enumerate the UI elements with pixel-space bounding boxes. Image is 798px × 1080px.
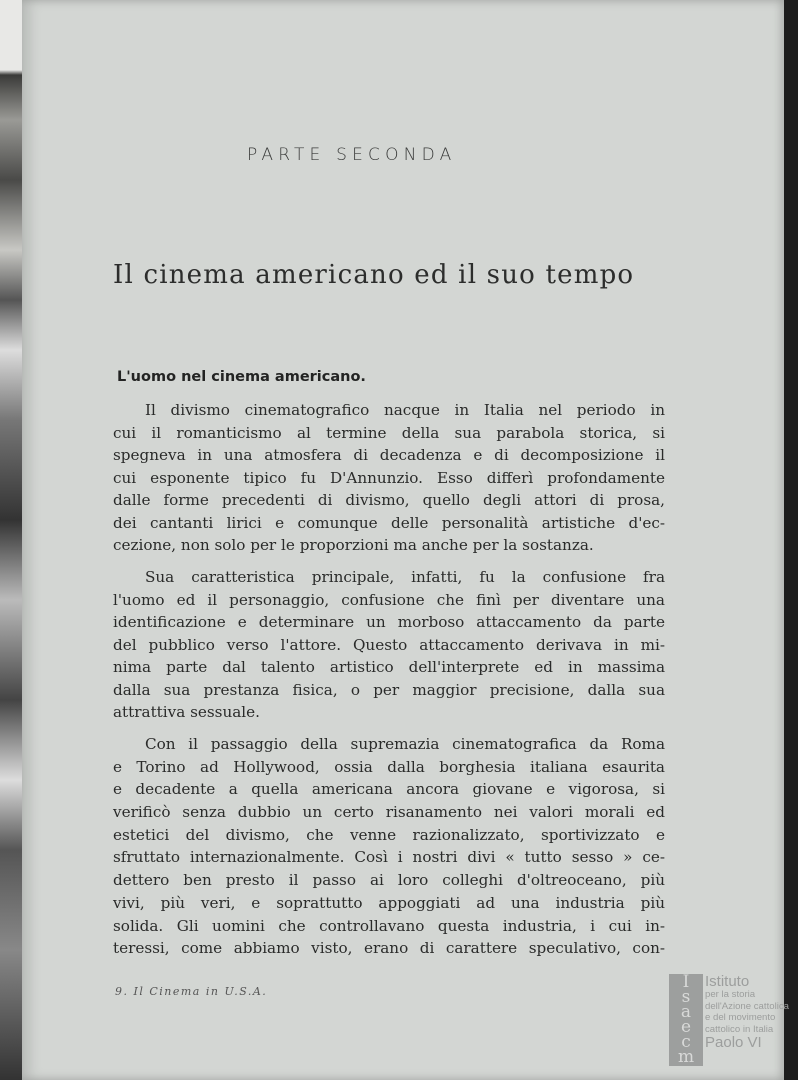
text-line: dalle forme precedenti di divismo, quello degli attori di prosa, — [113, 491, 665, 509]
institute-watermark-logo — [669, 972, 789, 1067]
text-line: estetici del divismo, che venne razionalizzato, sportivizzato e — [113, 825, 665, 844]
text-line: identificazione e determinare un morboso attaccamento da parte — [113, 613, 665, 631]
text-line: solida. Gli uomini che controllavano questa industria, i cui in- — [113, 916, 665, 935]
logo-text-line: cattolico in Italia — [705, 1023, 774, 1035]
chapter-title: Il cinema americano ed il suo tempo — [113, 260, 635, 290]
text-line: teressi, come abbiamo visto, erano di carattere speculativo, con- — [113, 939, 665, 957]
part-label: PARTE SECONDA — [247, 145, 457, 165]
text-line: attrattiva sessuale. — [113, 703, 260, 721]
text-line: dei cantanti lirici e comunque delle personalità artistiche d'ec- — [113, 513, 665, 532]
logo-text-line: Istituto — [705, 973, 750, 990]
text-line: dettero ben presto il passo ai loro colleghi d'oltreoceano, più — [113, 871, 665, 889]
logo-text-line: per la storia — [705, 989, 756, 1000]
logo-letter: e — [680, 1017, 692, 1037]
text-line: e Torino ad Hollywood, ossia dalla borghesia italiana esaurita — [113, 757, 665, 776]
logo-letter: m — [677, 1047, 695, 1067]
text-line: nima parte dal talento artistico dell'interprete ed in massima — [113, 658, 665, 676]
text-line: Con il passaggio della supremazia cinematografica da Roma — [145, 735, 665, 753]
logo-text-line: e del movimento — [705, 1012, 776, 1024]
text-line: cezione, non solo per le proporzioni ma anche per la sostanza. — [113, 536, 594, 554]
text-line: cui esponente tipico fu D'Annunzio. Esso differì profondamente — [113, 468, 665, 487]
text-line: sfruttato internazionalmente. Così i nostri divi « tutto sesso » ce- — [113, 848, 665, 866]
text-line: Sua caratteristica principale, infatti, fu la confusione fra — [145, 568, 665, 586]
text-line: dalla sua prestanza fisica, o per maggior precisione, dalla sua — [113, 680, 665, 699]
text-line: cui il romanticismo al termine della sua parabola storica, si — [113, 423, 665, 442]
logo-letter: I — [682, 972, 690, 992]
text-line: del pubblico verso l'attore. Questo attaccamento derivava in mi- — [113, 635, 665, 654]
logo-letter: a — [680, 1002, 692, 1022]
logo-text-line: Paolo VI — [705, 1034, 762, 1052]
adjacent-page-photo-strip — [0, 0, 24, 1080]
logo-monogram — [669, 974, 703, 1066]
section-heading: L'uomo nel cinema americano. — [117, 369, 366, 385]
text-line: Il divismo cinematografico nacque in Italia nel periodo in — [145, 401, 665, 419]
scan-border — [784, 0, 798, 1080]
logo-text — [705, 974, 789, 1050]
text-line: spegneva in una atmosfera di decadenza e di decomposizione il — [113, 446, 665, 464]
page-footer: 9. Il Cinema in U.S.A. — [115, 985, 268, 998]
text-line: verificò senza dubbio un certo risanamento nei valori morali ed — [113, 802, 665, 821]
text-line: vivi, più veri, e soprattutto appoggiati ad una industria più — [113, 894, 665, 912]
text-line: l'uomo ed il personaggio, confusione che finì per diventare una — [113, 590, 665, 609]
logo-letter: c — [681, 1032, 691, 1052]
logo-letter: s — [681, 987, 691, 1007]
logo-text-line: dell'Azione cattolica — [705, 1000, 789, 1012]
text-line: e decadente a quella americana ancora giovane e vigorosa, si — [113, 780, 665, 798]
